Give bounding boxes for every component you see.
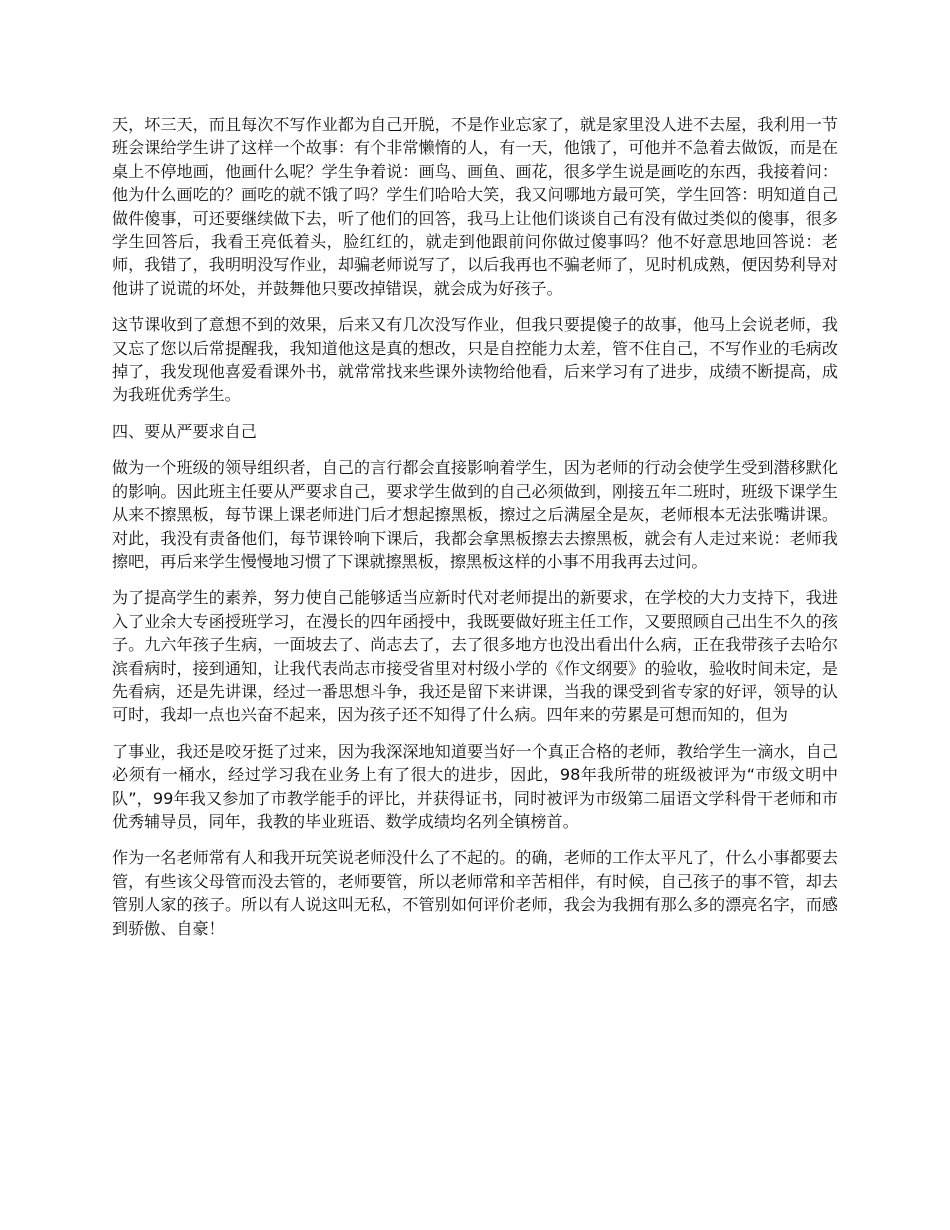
paragraph-story: 天，坏三天，而且每次不写作业都为自己开脱，不是作业忘家了，就是家里没人进不去屋，我利用一节班会课给学生讲了这样一个故事：有个非常懒惰的人，有一天，他饿了，可他并不急着去做饭，而是在桌上不停地画，他画什么呢？学生争着说：画鸟、画鱼、画花，很多学生说是画吃的东西，我接着问：他为什么画吃的？画吃的就不饿了吗？学生们哈哈大笑，我又问哪地方最可笑，学生回答：明知道自己做件傻事，可还要继续做下去，听了他们的回答，我马上让他们谈谈自己有没有做过类似的傻事，很多学生回答后，我看王亮低着头，脸红红的，就走到他跟前问你做过傻事吗？他不好意思地回答说：老师，我错了，我明明没写作业，却骗老师说写了，以后我再也不骗老师了，见时机成熟，便因势利导对他讲了说谎的坏处，并鼓舞他只要改掉错误，就会成为好孩子。: [112, 115, 838, 298]
paragraph-closing: 作为一名老师常有人和我开玩笑说老师没什么了不起的。的确，老师的工作太平凡了，什么小事都要去管，有些该父母管而没去管的，老师要管，所以老师常和辛苦相伴，有时候，自己孩子的事不管，却去管别人家的孩子。所以有人说这叫无私，不管别如何评价老师，我会为我拥有那么多的漂亮名字，而感到骄傲、自豪！: [112, 848, 838, 938]
document-body: [112, 113, 838, 953]
paragraph-study: 为了提高学生的素养，努力使自己能够适当应新时代对老师提出的新要求，在学校的大力支持下，我进入了业余大专函授班学习，在漫长的四年函授中，我既要做好班主任工作，又要照顾自己出生不久的孩子。九六年孩子生病，一面坡去了、尚志去了，去了很多地方也没出看出什么病，正在我带孩子去哈尔滨看病时，接到通知，让我代表尚志市接受省里对村级小学的《作文纲要》的验收，验收时间未定，是先看病，还是先讲课，经过一番思想斗争，我还是留下来讲课，当我的课受到省专家的好评，领导的认可时，我却一点也兴奋不起来，因为孩子还不知得了什么病。四年来的劳累是可想而知的，但为: [112, 588, 838, 725]
paragraph-self-discipline: 做为一个班级的领导组织者，自己的言行都会直接影响着学生，因为老师的行动会使学生受到潜移默化的影响。因此班主任要从严要求自己，要求学生做到的自己必须做到，刚接五年二班时，班级下课学生从来不擦黑板，每节课上课老师进门后才想起擦黑板，擦过之后满屋全是灰，老师根本无法张嘴讲课。对此，我没有责备他们，每节课铃响下课后，我都会拿黑板擦去去擦黑板，就会有人走过来说：老师我擦吧，再后来学生慢慢地习惯了下课就擦黑板，擦黑板这样的小事不用我再去过问。: [112, 458, 838, 571]
section-heading: 四、要从严要求自己: [112, 421, 257, 441]
paragraph-achievement: 了事业，我还是咬牙挺了过来，因为我深深地知道要当好一个真正合格的老师，教给学生一滴水，自己必须有一桶水，经过学习我在业务上有了很大的进步，因此，98年我所带的班级被评为“市级文明中队”，99年我又参加了市教学能手的评比，并获得证书，同时被评为市级第二届语文学科骨干老师和市优秀辅导员，同年，我教的毕业班语、数学成绩均名列全镇榜首。: [112, 741, 838, 831]
paragraph-result: 这节课收到了意想不到的效果，后来又有几次没写作业，但我只要提傻子的故事，他马上会说老师，我又忘了您以后常提醒我，我知道他这是真的想改，只是自控能力太差，管不住自己，不写作业的毛病改掉了，我发现他喜爱看课外书，就常常找来些课外读物给他看，后来学习有了进步，成绩不断提高，成为我班优秀学生。: [112, 315, 838, 405]
